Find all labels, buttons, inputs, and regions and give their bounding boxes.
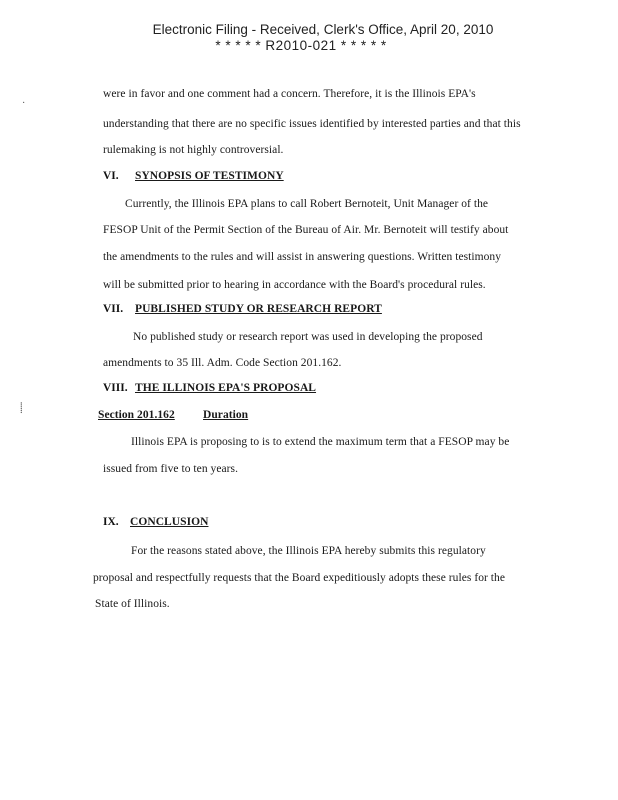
filing-stamp-line-2: * * * * * R2010-021 * * * * *: [215, 38, 387, 53]
subsection-number: Section 201.162: [98, 409, 175, 421]
section-heading: THE ILLINOIS EPA'S PROPOSAL: [135, 382, 317, 394]
paragraph-line: For the reasons stated above, the Illinois EPA hereby submits this regulatory: [131, 545, 486, 557]
paragraph-line: Currently, the Illinois EPA plans to call Robert Bernoteit, Unit Manager of the: [125, 198, 489, 210]
margin-mark: ⸽: [20, 403, 23, 414]
section-number: VII.: [103, 303, 124, 315]
paragraph-line: were in favor and one comment had a concern. Therefore, it is the Illinois EPA's: [103, 88, 476, 100]
subsection-title: Duration: [203, 409, 249, 421]
paragraph-line: FESOP Unit of the Permit Section of the Bureau of Air. Mr. Bernoteit will testify about: [103, 224, 509, 236]
paragraph-line: amendments to 35 Ill. Adm. Code Section 201.162.: [103, 357, 342, 369]
section-number: VI.: [103, 170, 119, 182]
paragraph-line: issued from five to ten years.: [103, 463, 238, 475]
paragraph-line: No published study or research report was used in developing the proposed: [133, 331, 483, 343]
section-number: IX.: [103, 516, 119, 528]
section-heading: PUBLISHED STUDY OR RESEARCH REPORT: [135, 303, 382, 315]
filing-stamp-line-1: Electronic Filing - Received, Clerk's Office, April 20, 2010: [152, 22, 494, 37]
paragraph-line: will be submitted prior to hearing in accordance with the Board's procedural rules.: [103, 279, 486, 291]
paragraph-line: proposal and respectfully requests that the Board expeditiously adopts these rules for the: [93, 572, 506, 584]
paragraph-line: rulemaking is not highly controversial.: [103, 144, 284, 156]
section-number: VIII.: [103, 382, 128, 394]
paragraph-line: understanding that there are no specific issues identified by interested parties and that this: [103, 118, 521, 130]
paragraph-line: the amendments to the rules and will assist in answering questions. Written testimony: [103, 251, 502, 263]
paragraph-line: State of Illinois.: [95, 598, 170, 610]
section-heading: SYNOPSIS OF TESTIMONY: [135, 170, 284, 182]
paragraph-line: Illinois EPA is proposing to is to extend the maximum term that a FESOP may be: [131, 436, 510, 448]
section-heading: CONCLUSION: [130, 516, 209, 528]
margin-mark: ·: [22, 98, 26, 109]
